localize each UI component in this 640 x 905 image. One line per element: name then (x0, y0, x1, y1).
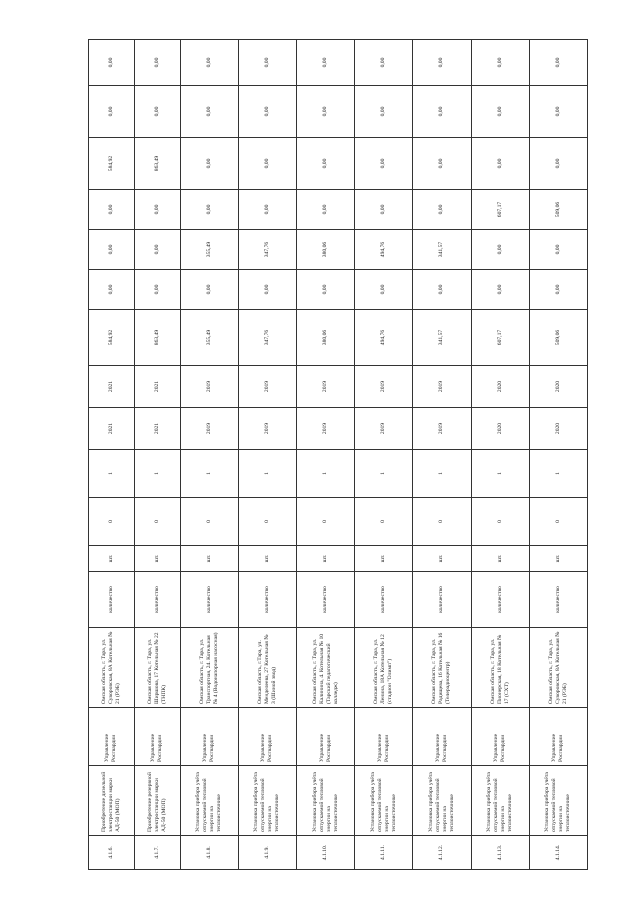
financing-year-4: 0,00 (413, 138, 471, 190)
object-address: Омская область, г. Тара, ул. Суворовская, 8А Котельная № 21 (РЭБ) (529, 628, 587, 708)
table-row (89, 40, 135, 870)
measure-name: Установка прибора учёта отпускаемой тепловой энергии на теплоисточнике (413, 766, 471, 836)
value-after: 1 (89, 450, 135, 498)
financing-year-5: 0,00 (529, 86, 587, 138)
table-row (238, 40, 296, 870)
year-end: 2020 (529, 366, 587, 408)
financing-year-4: 0,00 (238, 138, 296, 190)
customer: Управление Росгвардии (180, 708, 238, 766)
total-cost: 509,06 (529, 310, 587, 366)
customer: Управление Росгвардии (529, 708, 587, 766)
year-start: 2019 (297, 408, 355, 450)
value-before: 0 (529, 498, 587, 546)
value-after: 1 (413, 450, 471, 498)
row-number: 4.1.9. (238, 836, 296, 870)
financing-year-4: 0,00 (355, 138, 413, 190)
financing-year-2: 380,06 (297, 230, 355, 270)
financing-year-4: 0,00 (471, 138, 529, 190)
financing-year-5: 0,00 (355, 86, 413, 138)
financing-year-2: 347,76 (238, 230, 296, 270)
year-start: 2019 (180, 408, 238, 450)
financing-year-3: 0,00 (238, 190, 296, 230)
value-before: 0 (238, 498, 296, 546)
financing-year-1: 0,00 (180, 270, 238, 310)
year-end: 2020 (471, 366, 529, 408)
financing-year-3: 0,00 (413, 190, 471, 230)
year-end: 2019 (355, 366, 413, 408)
indicator: количество (89, 572, 135, 628)
unit-of-measure: шт. (238, 546, 296, 572)
customer: Управление Росгвардии (471, 708, 529, 766)
year-end: 2019 (297, 366, 355, 408)
unit-of-measure: шт. (134, 546, 180, 572)
value-after: 1 (355, 450, 413, 498)
total-cost: 380,06 (297, 310, 355, 366)
financing-year-1: 0,00 (297, 270, 355, 310)
row-number: 4.1.8. (180, 836, 238, 870)
customer: Управление Росгвардии (134, 708, 180, 766)
financing-year-5: 0,00 (471, 86, 529, 138)
table-body (89, 40, 588, 870)
total-cost: 863,49 (134, 310, 180, 366)
measure-name: Установка прибора учёта отпускаемой тепловой энергии на теплоисточнике (180, 766, 238, 836)
indicator: количество (471, 572, 529, 628)
financing-year-6: 0,00 (529, 40, 587, 86)
row-number: 4.1.14. (529, 836, 587, 870)
financing-year-5: 0,00 (238, 86, 296, 138)
value-before: 0 (355, 498, 413, 546)
customer: Управление Росгвардии (413, 708, 471, 766)
financing-year-2: 0,00 (471, 230, 529, 270)
financing-year-4: 0,00 (529, 138, 587, 190)
row-number: 4.1.12. (413, 836, 471, 870)
table-row (355, 40, 413, 870)
year-start: 2020 (471, 408, 529, 450)
unit-of-measure: шт. (413, 546, 471, 572)
total-cost: 341,57 (413, 310, 471, 366)
object-address: Омская область, г. Тара, ул. Суворовская, 8А Котельная № 21 (РЭБ) (89, 628, 135, 708)
financing-year-3: 607,17 (471, 190, 529, 230)
indicator: количество (238, 572, 296, 628)
value-after: 1 (180, 450, 238, 498)
unit-of-measure: шт. (471, 546, 529, 572)
financing-year-5: 0,00 (413, 86, 471, 138)
indicator: количество (529, 572, 587, 628)
row-number: 4.1.11. (355, 836, 413, 870)
object-address: Омская область, г. Тара, ул. Калинина, 4. Котельная № 10 (Тарский педагогический колледж) (297, 628, 355, 708)
financing-year-3: 0,00 (355, 190, 413, 230)
investment-program-table (88, 39, 588, 870)
row-number: 4.1.6. (89, 836, 135, 870)
table-row (413, 40, 471, 870)
financing-year-3: 0,00 (297, 190, 355, 230)
unit-of-measure: шт. (89, 546, 135, 572)
financing-year-1: 0,00 (89, 270, 135, 310)
financing-year-2: 0,00 (134, 230, 180, 270)
unit-of-measure: шт. (297, 546, 355, 572)
financing-year-5: 0,00 (180, 86, 238, 138)
year-start: 2019 (413, 408, 471, 450)
indicator: количество (413, 572, 471, 628)
value-before: 0 (134, 498, 180, 546)
customer: Управление Росгвардии (297, 708, 355, 766)
unit-of-measure: шт. (180, 546, 238, 572)
row-number: 4.1.13. (471, 836, 529, 870)
value-before: 0 (413, 498, 471, 546)
object-address: Омская область, г. Тара, ул. Пионерская, 18 Котельная № 17 (СХТ) (471, 628, 529, 708)
financing-year-3: 0,00 (134, 190, 180, 230)
rotated-table-wrapper (88, 40, 588, 870)
measure-name: Приобретение дизельной электростанции марки АД-50 (МОП) (89, 766, 135, 836)
row-number: 4.1.7. (134, 836, 180, 870)
year-start: 2019 (238, 408, 296, 450)
unit-of-measure: шт. (529, 546, 587, 572)
year-end: 2021 (89, 366, 135, 408)
financing-year-1: 0,00 (355, 270, 413, 310)
financing-year-5: 0,00 (134, 86, 180, 138)
value-before: 0 (297, 498, 355, 546)
total-cost: 355,49 (180, 310, 238, 366)
financing-year-6: 0,00 (297, 40, 355, 86)
measure-name: Приобретение резервной электростанции марки АД-50 (МОП) (134, 766, 180, 836)
financing-year-5: 0,00 (297, 86, 355, 138)
financing-year-6: 0,00 (471, 40, 529, 86)
measure-name: Установка прибора учёта отпускаемой тепловой энергии на теплоисточнике (529, 766, 587, 836)
year-start: 2021 (89, 408, 135, 450)
financing-year-4: 0,00 (297, 138, 355, 190)
value-after: 1 (238, 450, 296, 498)
financing-year-3: 0,00 (180, 190, 238, 230)
financing-year-2: 0,00 (529, 230, 587, 270)
financing-year-5: 0,00 (89, 86, 135, 138)
year-start: 2021 (134, 408, 180, 450)
year-end: 2021 (134, 366, 180, 408)
financing-year-6: 0,00 (355, 40, 413, 86)
financing-year-6: 0,00 (238, 40, 296, 86)
value-after: 1 (471, 450, 529, 498)
value-before: 0 (89, 498, 135, 546)
year-end: 2019 (238, 366, 296, 408)
financing-year-2: 341,57 (413, 230, 471, 270)
financing-year-4: 0,00 (180, 138, 238, 190)
total-cost: 494,76 (355, 310, 413, 366)
year-end: 2019 (180, 366, 238, 408)
table-row (471, 40, 529, 870)
value-before: 0 (180, 498, 238, 546)
indicator: количество (355, 572, 413, 628)
financing-year-6: 0,00 (180, 40, 238, 86)
object-address: Омская область, г. Тара, ул. Транспортная, 24. Котельная № 4 (Водонапорная насосная) (180, 628, 238, 708)
financing-year-1: 0,00 (134, 270, 180, 310)
value-after: 1 (134, 450, 180, 498)
indicator: количество (297, 572, 355, 628)
indicator: количество (134, 572, 180, 628)
customer: Управление Росгвардии (89, 708, 135, 766)
unit-of-measure: шт. (355, 546, 413, 572)
financing-year-1: 0,00 (413, 270, 471, 310)
value-before: 0 (471, 498, 529, 546)
measure-name: Установка прибора учёта отпускаемой тепловой энергии на теплоисточнике (297, 766, 355, 836)
financing-year-2: 0,00 (89, 230, 135, 270)
financing-year-4: 863,49 (134, 138, 180, 190)
measure-name: Установка прибора учёта отпускаемой тепловой энергии на теплоисточнике (238, 766, 296, 836)
financing-year-4: 584,92 (89, 138, 135, 190)
table-row (529, 40, 587, 870)
customer: Управление Росгвардии (238, 708, 296, 766)
financing-year-6: 0,00 (89, 40, 135, 86)
measure-name: Установка прибора учёта отпускаемой тепловой энергии на теплоисточнике (471, 766, 529, 836)
object-address: Омская область, г.Тара, ул. Менделеева, 27 Котельная № 3 (Шиной звод) (238, 628, 296, 708)
financing-year-6: 0,00 (413, 40, 471, 86)
measure-name: Установка прибора учёта отпускаемой тепловой энергии на теплоисточнике (355, 766, 413, 836)
total-cost: 584,92 (89, 310, 135, 366)
object-address: Омская область, г. Тара, ул. Ширшова, 17 Котельная № 22 (ТНПК) (134, 628, 180, 708)
financing-year-2: 355,49 (180, 230, 238, 270)
financing-year-3: 0,00 (89, 190, 135, 230)
table-row (134, 40, 180, 870)
table-row (297, 40, 355, 870)
total-cost: 607,17 (471, 310, 529, 366)
object-address: Омская область, г. Тара, ул. Радищева, 16 Котельная № 16 (Телерадиоцентр) (413, 628, 471, 708)
financing-year-1: 0,00 (471, 270, 529, 310)
year-start: 2019 (355, 408, 413, 450)
financing-year-1: 0,00 (529, 270, 587, 310)
object-address: Омская область, г. Тара, ул. Ленина, 18А Котельная № 12 (стадион "Олимп") (355, 628, 413, 708)
financing-year-6: 0,00 (134, 40, 180, 86)
row-number: 4.1.10. (297, 836, 355, 870)
value-after: 1 (297, 450, 355, 498)
value-after: 1 (529, 450, 587, 498)
indicator: количество (180, 572, 238, 628)
financing-year-1: 0,00 (238, 270, 296, 310)
year-start: 2020 (529, 408, 587, 450)
financing-year-2: 494,76 (355, 230, 413, 270)
customer: Управление Росгвардии (355, 708, 413, 766)
year-end: 2019 (413, 366, 471, 408)
financing-year-3: 509,06 (529, 190, 587, 230)
table-row (180, 40, 238, 870)
total-cost: 347,76 (238, 310, 296, 366)
